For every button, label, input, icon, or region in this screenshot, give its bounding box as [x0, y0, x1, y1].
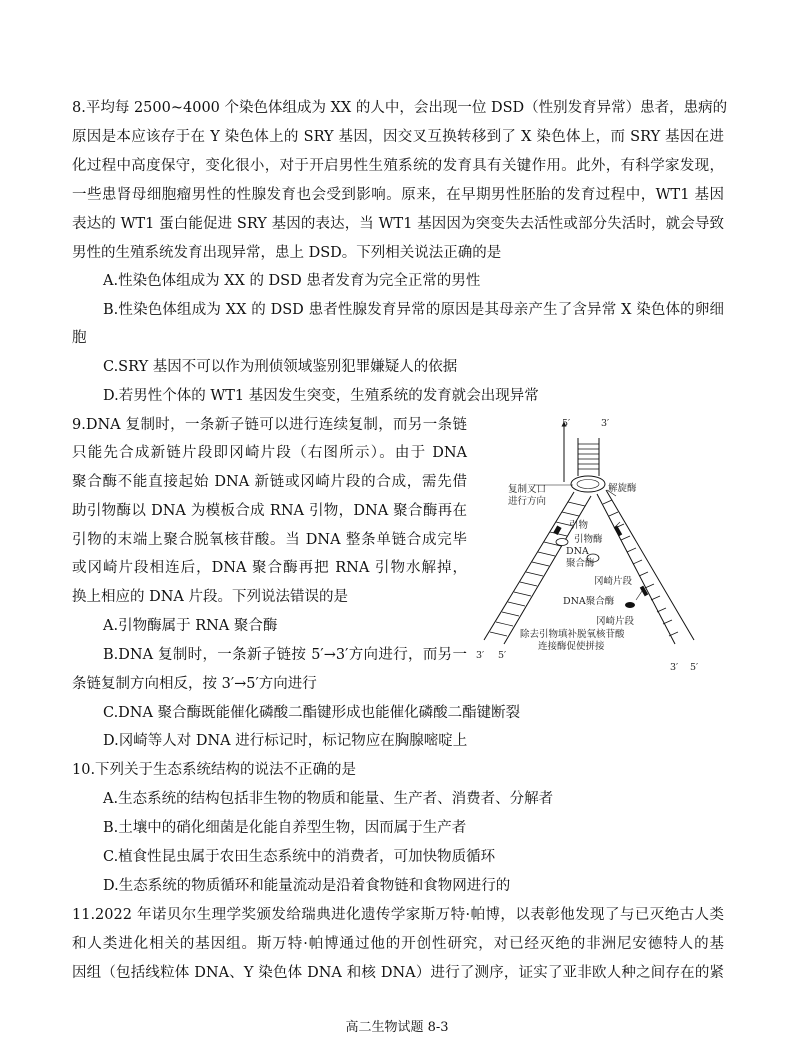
q8-option-c: C.SRY 基因不可以作为刑侦领域鉴别犯罪嫌疑人的依据 [103, 359, 458, 375]
q11-stem-line-3: 因组（包括线粒体 DNA、Y 染色体 DNA 和核 DNA）进行了测序，证实了亚非欧人种之间存在的紧 [72, 965, 724, 981]
lagging-dna-polymerase [625, 602, 635, 608]
q8-stem-line-2: 原因是本应该存于在 Y 染色体上的 SRY 基因，因交叉互换转移到了 X 染色体上，而 SRY 基因在进 [72, 129, 724, 145]
q8-stem-line-5: 表达的 WT1 蛋白能促进 SRY 基因的表达，当 WT1 基因因为突变失去活性或部分失活时，就会导致 [72, 216, 724, 232]
helicase-enzyme [571, 476, 605, 492]
q9-option-d: D.冈崎等人对 DNA 进行标记时，标记物应在胸腺嘧啶上 [103, 733, 468, 749]
label-fork-direction-1: 复制叉口 [508, 484, 547, 495]
label-okazaki-1: 冈崎片段 [594, 576, 633, 587]
page-footer: 高二生物试题 8-3 [345, 1020, 449, 1035]
label-primer: 引物 [569, 520, 589, 531]
q8-stem-line-6: 男性的生殖系统发育出现异常，患上 DSD。下列相关说法正确的是 [72, 245, 502, 261]
label-top-3prime: 3′ [601, 418, 610, 429]
q9-stem-line-3: 聚合酶不能直接起始 DNA 新链或冈崎片段的合成，需先借 [72, 474, 467, 490]
q9-stem-line-4: 助引物酶以 DNA 为模板合成 RNA 引物，DNA 聚合酶再在 [72, 503, 467, 519]
label-dna-polymerase-3: DNA聚合酶 [563, 596, 615, 607]
replication-fork-diagram [470, 418, 735, 680]
label-dna-polymerase-1: DNA [566, 546, 589, 557]
q9-option-b-line-1: B.DNA 复制时，一条新子链按 5′→3′方向进行，而另一 [103, 647, 467, 663]
q8-option-b-line-1: B.性染色体组成为 XX 的 DSD 患者性腺发育异常的原因是其母亲产生了含异常 X 染色体的卵细 [103, 302, 724, 318]
q9-stem-line-2: 只能先合成新链片段即冈崎片段（右图所示）。由于 DNA [72, 445, 467, 461]
q9-stem-line-6: 或冈崎片段相连后，DNA 聚合酶再把 RNA 引物水解掉， [72, 560, 467, 576]
label-bottom-right-3prime: 3′ [670, 662, 679, 673]
left-outer-strand [484, 492, 574, 640]
q9-option-c: C.DNA 聚合酶既能催化磷酸二酯键形成也能催化磷酸二酯键断裂 [103, 705, 521, 721]
q10-stem: 10.下列关于生态系统结构的说法不正确的是 [72, 762, 357, 778]
q9-stem-line-1: 9.DNA 复制时，一条新子链可以进行连续复制，而另一条链 [72, 417, 467, 433]
q9-option-b-line-2: 条链复制方向相反，按 3′→5′方向进行 [72, 676, 317, 692]
q8-stem-line-3: 化过程中高度保守，变化很小，对于开启男性生殖系统的发育具有关键作用。此外，有科学家发现， [72, 158, 724, 174]
q8-stem-line-4: 一些患肾母细胞瘤男性的性腺发育也会受到影响。原来，在早期男性胚胎的发育过程中，WT1 基因 [72, 187, 724, 203]
left-inner-strand [504, 496, 591, 644]
q10-option-a: A.生态系统的结构包括非生物的物质和能量、生产者、消费者、分解者 [103, 791, 554, 807]
label-okazaki-2: 冈崎片段 [596, 616, 635, 627]
q11-stem-line-2: 和人类进化相关的基因组。斯万特·帕博通过他的开创性研究，对已经灭绝的非洲尼安德特人的基 [72, 936, 724, 952]
label-primase: 引物酶 [574, 534, 603, 545]
leading-primer [553, 526, 561, 535]
label-top-5prime: 5′ [562, 418, 571, 429]
q10-option-c: C.植食性昆虫属于农田生态系统中的消费者，可加快物质循环 [103, 849, 496, 865]
label-ligase: 连接酶促使拼接 [538, 641, 605, 652]
q8-option-a: A.性染色体组成为 XX 的 DSD 患者发育为完全正常的男性 [103, 273, 481, 289]
q9-stem-line-7: 换上相应的 DNA 片段。下列说法错误的是 [72, 589, 349, 605]
leading-dna-polymerase [556, 539, 568, 546]
q9-stem-line-5: 引物的末端上聚合脱氧核苷酸。当 DNA 整条单链合成完毕 [72, 532, 467, 548]
q9-option-a: A.引物酶属于 RNA 聚合酶 [103, 618, 278, 634]
q8-option-b-line-2: 胞 [72, 330, 87, 346]
label-bottom-left-3prime: 3′ [476, 650, 485, 661]
label-remove-primer: 除去引物填补脱氧核苷酸 [520, 629, 625, 640]
q11-stem-line-1: 11.2022 年诺贝尔生理学奖颁发给瑞典进化遗传学家斯万特·帕博，以表彰他发现了与已灭绝古人类 [72, 907, 724, 923]
label-fork-direction-2: 进行方向 [508, 496, 547, 507]
q8-stem-line-1: 8.平均每 2500~4000 个染色体组成为 XX 的人中，会出现一位 DSD（性别发育异常）患者，患病的 [72, 100, 728, 116]
q10-option-b: B.土壤中的硝化细菌是化能自养型生物，因而属于生产者 [103, 820, 467, 836]
label-bottom-right-5prime: 5′ [690, 662, 699, 673]
label-bottom-left-5prime: 5′ [498, 650, 507, 661]
label-helicase: 解旋酶 [608, 483, 637, 494]
parental-rungs [578, 444, 599, 469]
q8-option-d: D.若男性个体的 WT1 基因发生突变，生殖系统的发育就会出现异常 [103, 388, 539, 404]
label-dna-polymerase-2: 聚合酶 [566, 558, 595, 569]
q10-option-d: D.生态系统的物质循环和能量流动是沿着食物链和食物网进行的 [103, 878, 511, 894]
